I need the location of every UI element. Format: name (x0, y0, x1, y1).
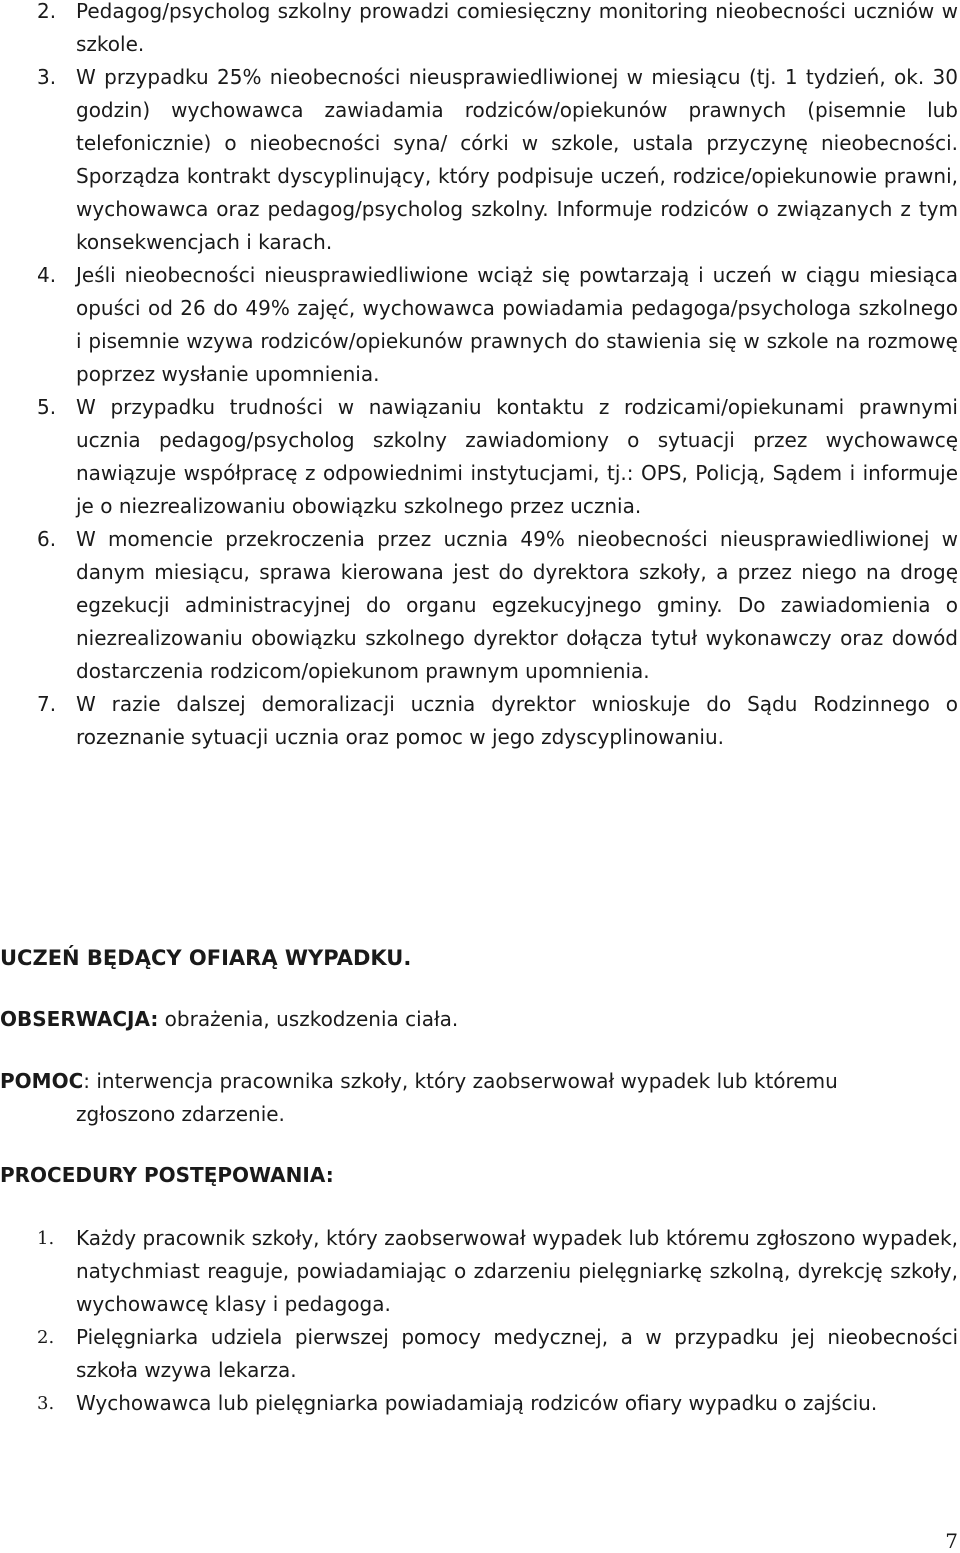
help-text: : interwencja pracownika szkoły, który zaobserwował wypadek lub któremu (83, 1069, 838, 1093)
list-item (0, 1321, 960, 1387)
list-item-number: 3. (37, 1393, 55, 1414)
list-item-number: 1. (37, 1228, 55, 1249)
list-item-text: Każdy pracownik szkoły, który zaobserwował wypadek lub któremu zgłoszono wypadek, natychmiast reaguje, powiadamiając o zdarzeniu pielęgniarkę szkolną, dyrekcję szkoły, wychowawcę klasy i pedagoga. (76, 1226, 958, 1316)
list-item-number: 2. (37, 1327, 55, 1348)
help-continuation: zgłoszono zdarzenie. (76, 1102, 285, 1126)
observation-label: OBSERWACJA: (0, 1007, 159, 1031)
list-item (0, 1222, 960, 1321)
list-item-number: 7. (37, 692, 57, 716)
list-item-number: 5. (37, 395, 57, 419)
list-item-text: W przypadku trudności w nawiązaniu kontaktu z rodzicami/opiekunami prawnymi ucznia pedagog/psycholog szkolny zawiadomiony o sytuacji przez wychowawcę nawiązuje współpracę z odpowiednimi instytucjami, tj.: OPS, Policją, Sądem i informuje je o niezrealizowaniu obowiązku szkolnego przez ucznia. (76, 395, 958, 518)
list-item (0, 1387, 960, 1420)
accident-procedure-list (0, 1222, 960, 1420)
help-label: POMOC (0, 1069, 84, 1093)
list-item (0, 61, 960, 259)
attendance-procedure-list (0, 0, 960, 754)
section-title: UCZEŃ BĘDĄCY OFIARĄ WYPADKU. (0, 946, 412, 970)
procedures-title: PROCEDURY POSTĘPOWANIA: (0, 1163, 334, 1187)
list-item (0, 0, 960, 61)
list-item-text: W razie dalszej demoralizacji ucznia dyrektor wnioskuje do Sądu Rodzinnego o rozeznanie sytuacji ucznia oraz pomoc w jego zdyscyplinowaniu. (76, 692, 958, 749)
list-item-text: Pedagog/psycholog szkolny prowadzi comiesięczny monitoring nieobecności uczniów w szkole. (76, 0, 958, 56)
observation-paragraph (0, 1003, 958, 1036)
list-item-text: Jeśli nieobecności nieusprawiedliwione wciąż się powtarzają i uczeń w ciągu miesiąca opuści od 26 do 49% zajęć, wychowawca powiadamia pedagoga/psychologa szkolnego i pisemnie wzywa rodziców/opiekunów prawnych do stawienia się w szkole na rozmowę poprzez wysłanie upomnienia. (76, 263, 958, 386)
list-item (0, 259, 960, 391)
list-item (0, 688, 960, 754)
list-item-text: W przypadku 25% nieobecności nieusprawiedliwionej w miesiącu (tj. 1 tydzień, ok. 30 godzin) wychowawca zawiadamia rodziców/opiekunów prawnych (pisemnie lub telefonicznie) o nieobecności syna/ córki w szkole, ustala przyczynę nieobecności. Sporządza kontrakt dyscyplinujący, który podpisuje uczeń, rodzice/opiekunowie prawni, wychowawca oraz pedagog/psycholog szkolny. Informuje rodziców o związanych z tym konsekwencjach i karach. (76, 65, 958, 254)
page-number: 7 (945, 1529, 958, 1553)
list-item (0, 391, 960, 523)
list-item-text: W momencie przekroczenia przez ucznia 49% nieobecności nieusprawiedliwionej w danym miesiącu, sprawa kierowana jest do dyrektora szkoły, a przez niego na drogę egzekucji administracyjnej do organu egzekucyjnego gminy. Do zawiadomienia o niezrealizowaniu obowiązku szkolnego dyrektor dołącza tytuł wykonawczy oraz dowód dostarczenia rodzicom/opiekunom prawnym upomnienia. (76, 527, 958, 683)
list-item (0, 523, 960, 688)
list-item-number: 2. (37, 0, 57, 23)
help-paragraph (0, 1065, 958, 1131)
list-item-text: Wychowawca lub pielęgniarka powiadamiają rodziców ofiary wypadku o zajściu. (76, 1391, 878, 1415)
list-item-number: 3. (37, 65, 57, 89)
observation-text: obrażenia, uszkodzenia ciała. (158, 1007, 459, 1031)
list-item-text: Pielęgniarka udziela pierwszej pomocy medycznej, a w przypadku jej nieobecności szkoła wzywa lekarza. (76, 1325, 958, 1382)
list-item-number: 4. (37, 263, 57, 287)
list-item-number: 6. (37, 527, 57, 551)
